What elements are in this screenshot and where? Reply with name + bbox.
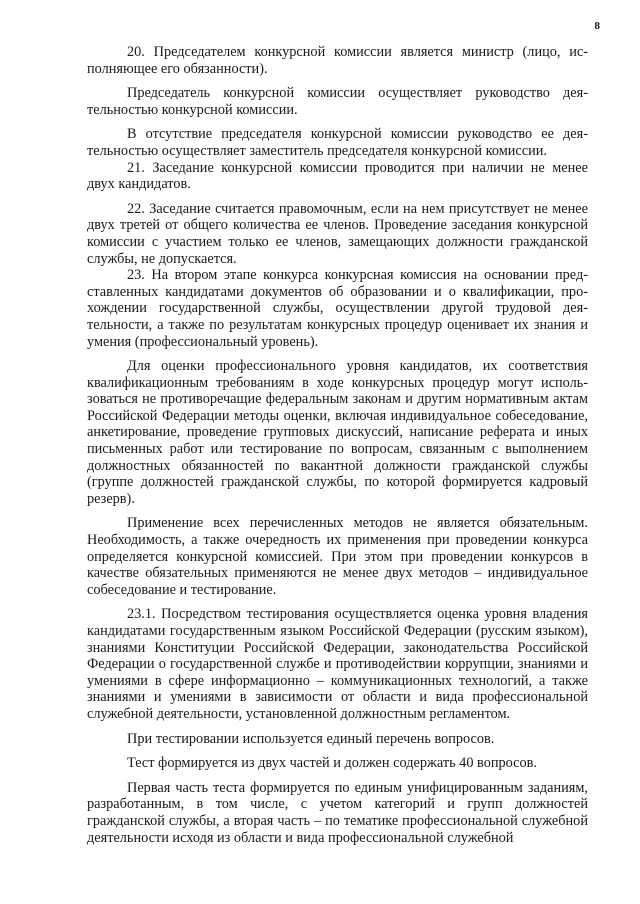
paragraph-question-list: При тестировании используется единый перечень вопросов. — [127, 730, 495, 747]
paragraph-20-deputy: В отсутствие председателя конкурсной комиссии руководство ее деятельностью осуществляет заместитель председателя конкурсной комиссии. — [87, 126, 588, 159]
paragraph-22: 22. Заседание считается правомочным, если на нем присутствует не менее двух третей от общего количества ее членов. Проведение заседания конкурсной комиссии с участием только ее членов, замещающих должности гражданской службы, не допускается. — [87, 200, 588, 267]
paragraph-test-parts: Первая часть теста формируется по единым унифицированным заданиям, разработанным, в том числе, с учетом категорий и групп должностей гражданской службы, а вторая часть – по тематике профессиональной служебной деятельности исходя из области и вида профессиональной служебной — [87, 779, 588, 846]
paragraph-21: 21. Заседание конкурсной комиссии проводится при наличии не менее двух кандидатов. — [87, 159, 588, 193]
paragraph-23-methods: Для оценки профессионального уровня кандидатов, их соответствия квалификационным требованиям в ходе конкурсных процедур могут использоваться не противоречащие федеральным законам и другим нормативным актам Российской Федерации методы оценки, включая индивидуальное собеседование, анкетирование, проведение групповых дискуссий, написание реферата и иных письменных работ или тестирование по вопросам, связанным с выполнением должностных обязанностей по вакантной должности гражданской службы (группе должностей гражданской службы, по которой формируется кадровый резерв). — [87, 358, 588, 507]
paragraph-20: 20. Председателем конкурсной комиссии является министр (лицо, исполняющее его обязанности). — [87, 44, 588, 77]
page-number: 8 — [594, 20, 600, 32]
paragraph-test-structure: Тест формируется из двух частей и должен содержать 40 вопросов. — [127, 755, 537, 772]
paragraph-23: 23. На втором этапе конкурса конкурсная комиссия на основании представленных кандидатами документов об образовании и о квалификации, прохождении государственной службы, осуществлении другой трудовой деятельности, а также по результатам конкурсных процедур оценивает их знания и умения (профессиональный уровень). — [87, 267, 588, 350]
paragraph-23-1: 23.1. Посредством тестирования осуществляется оценка уровня владения кандидатами государственным языком Российской Федерации (русским языком), знаниями Конституции Российской Федерации, законодательства Российской Федерации о государственной службе и противодействии коррупции, знаниями и умениями в сфере информационно – коммуникационных технологий, а также знаниями и умениями в зависимости от области и вида профессиональной служебной деятельности, установленной должностным регламентом. — [87, 606, 588, 722]
paragraph-20-chair-role: Председатель конкурсной комиссии осуществляет руководство деятельностью конкурсной комиссии. — [87, 85, 588, 118]
paragraph-23-mandatory: Применение всех перечисленных методов не является обязательным. Необходимость, а также очередность их применения при проведении конкурса определяется конкурсной комиссией. При этом при проведении конкурсов в качестве обязательных применяются не менее двух методов – индивидуальное собеседование и тестирование. — [87, 515, 588, 598]
